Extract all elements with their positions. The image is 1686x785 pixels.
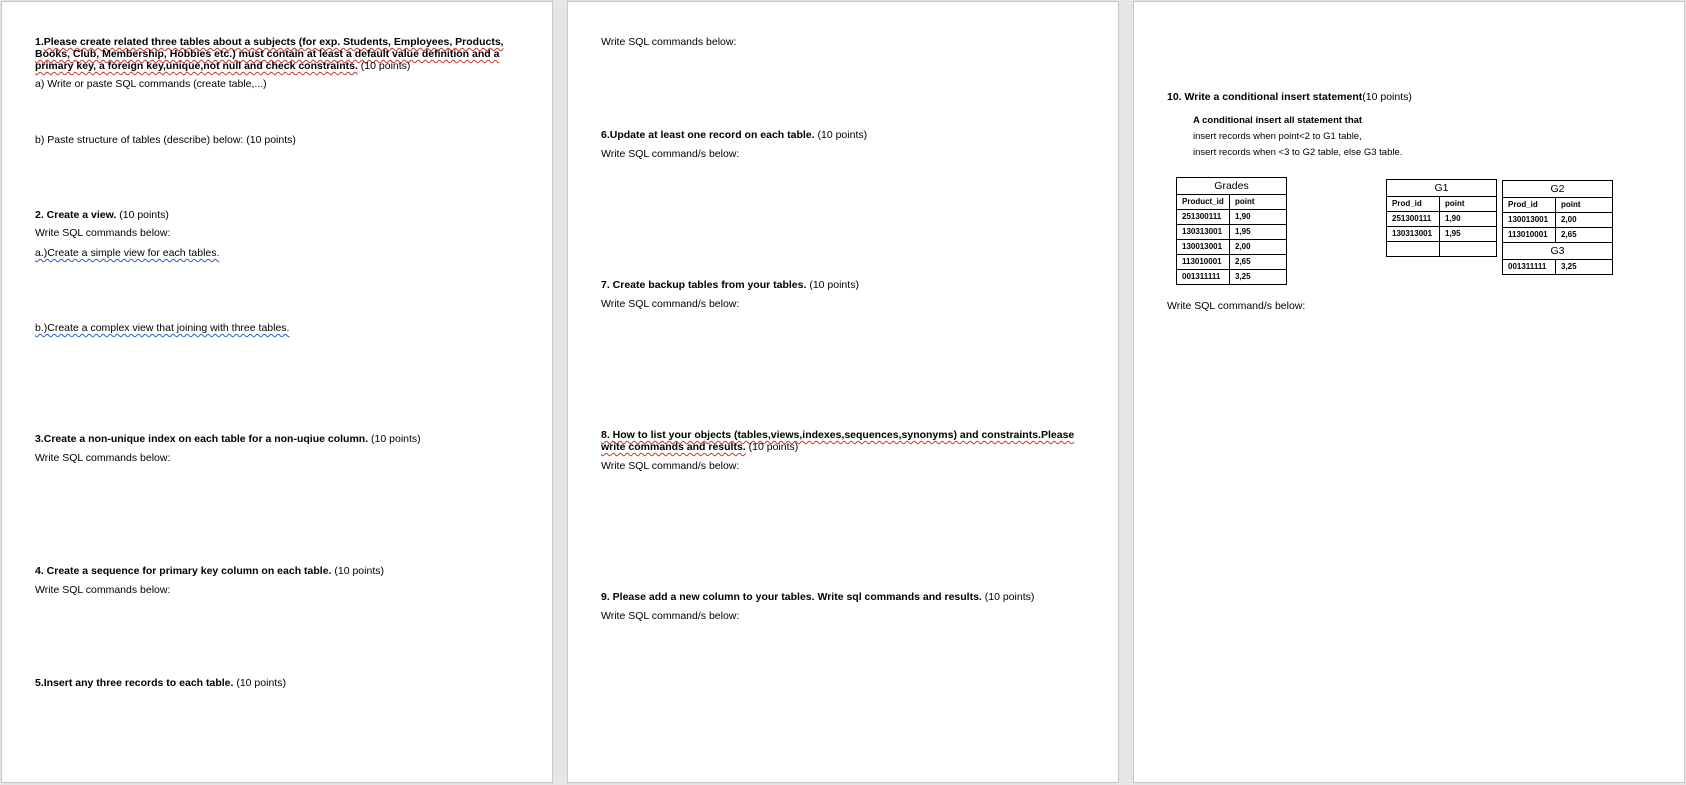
q3-title: 3.Create a non-unique index on each table for a non-uqiue column. (10 points)	[35, 433, 421, 445]
table-cell: 1,95	[1230, 225, 1287, 240]
q1-part-a: a) Write or paste SQL commands (create table,...)	[35, 78, 267, 90]
table-cell: 1,95	[1440, 227, 1497, 242]
table-row	[1177, 270, 1287, 285]
table-row	[1177, 210, 1287, 225]
q8-line2: write commands and results. (10 points)	[601, 441, 799, 453]
q1-line1: 1.Please create related three tables about a subjects (for exp. Students, Employees, Products,	[35, 36, 504, 48]
g2-header-id: Prod_id	[1503, 198, 1556, 213]
q10-title: 10. Write a conditional insert statement(10 points)	[1167, 91, 1412, 103]
q7-title: 7. Create backup tables from your tables. (10 points)	[601, 279, 859, 291]
table-cell: 2,65	[1556, 228, 1613, 243]
q1-line2: Books, Club, Membership, Hobbies etc.) must contain at least a default value definition and a	[35, 48, 500, 60]
document-page-2	[567, 1, 1119, 783]
table-cell: 130313001	[1387, 227, 1440, 242]
table-cell: 1,90	[1230, 210, 1287, 225]
q7-write: Write SQL command/s below:	[601, 298, 740, 310]
q2-title: 2. Create a view. (10 points)	[35, 209, 169, 221]
table-row	[1503, 260, 1613, 275]
table-cell: 113010001	[1177, 255, 1230, 270]
q9-write: Write SQL command/s below:	[601, 610, 740, 622]
q4-write: Write SQL commands below:	[35, 584, 171, 596]
q1-part-b: b) Paste structure of tables (describe) below: (10 points)	[35, 134, 296, 146]
q10-desc-title: A conditional insert all statement that	[1193, 115, 1363, 126]
g3-caption: G3	[1503, 243, 1613, 260]
document-page-1	[1, 1, 553, 783]
q2-part-a: a.)Create a simple view for each tables.	[35, 247, 220, 259]
grades-table	[1176, 177, 1287, 285]
table-cell	[1440, 242, 1497, 257]
table-cell: 2,00	[1556, 213, 1613, 228]
g2-caption: G2	[1503, 181, 1613, 198]
q8-write: Write SQL command/s below:	[601, 460, 740, 472]
grades-header-id: Product_id	[1177, 195, 1230, 210]
table-row	[1387, 227, 1497, 242]
table-cell: 251300111	[1387, 212, 1440, 227]
table-row	[1503, 213, 1613, 228]
table-cell: 2,00	[1230, 240, 1287, 255]
table-cell: 130013001	[1503, 213, 1556, 228]
q5-title: 5.Insert any three records to each table. (10 points)	[35, 677, 286, 689]
table-cell: 251300111	[1177, 210, 1230, 225]
q6-title: 6.Update at least one record on each table. (10 points)	[601, 129, 868, 141]
q4-title: 4. Create a sequence for primary key column on each table. (10 points)	[35, 565, 384, 577]
table-cell: 3,25	[1556, 260, 1613, 275]
table-row	[1503, 228, 1613, 243]
q10-write: Write SQL command/s below:	[1167, 300, 1306, 312]
g1-caption: G1	[1387, 180, 1497, 197]
g1-table	[1386, 179, 1497, 257]
q3-write: Write SQL commands below:	[35, 452, 171, 464]
q10-desc-line2: insert records when <3 to G2 table, else G3 table.	[1193, 147, 1403, 158]
table-cell: 1,90	[1440, 212, 1497, 227]
table-row	[1177, 225, 1287, 240]
g2-g3-table	[1502, 180, 1613, 275]
table-cell: 130013001	[1177, 240, 1230, 255]
table-cell	[1387, 242, 1440, 257]
table-cell: 2,65	[1230, 255, 1287, 270]
q10-desc-line1: insert records when point<2 to G1 table,	[1193, 131, 1362, 142]
table-row	[1387, 242, 1497, 257]
table-cell: 3,25	[1230, 270, 1287, 285]
q1-line3: primary key, a foreign key,unique,not null and check constraints. (10 points)	[35, 60, 411, 72]
g1-header-id: Prod_id	[1387, 197, 1440, 212]
q2-write: Write SQL commands below:	[35, 227, 171, 239]
table-row	[1177, 240, 1287, 255]
grades-header-point: point	[1230, 195, 1287, 210]
table-cell: 130313001	[1177, 225, 1230, 240]
table-row	[1387, 212, 1497, 227]
q2-part-b: b.)Create a complex view that joining with three tables.	[35, 322, 290, 334]
q6-write: Write SQL command/s below:	[601, 148, 740, 160]
q8-line1: 8. How to list your objects (tables,views,indexes,sequences,synonyms) and constraints.Please	[601, 429, 1075, 441]
g2-header-point: point	[1556, 198, 1613, 213]
page2-top-write: Write SQL commands below:	[601, 36, 737, 48]
table-cell: 113010001	[1503, 228, 1556, 243]
table-cell: 001311111	[1503, 260, 1556, 275]
table-row	[1177, 255, 1287, 270]
q9-title: 9. Please add a new column to your tables. Write sql commands and results. (10 points)	[601, 591, 1035, 603]
table-cell: 001311111	[1177, 270, 1230, 285]
document-page-3	[1133, 1, 1685, 783]
g1-header-point: point	[1440, 197, 1497, 212]
grades-caption: Grades	[1177, 178, 1287, 195]
